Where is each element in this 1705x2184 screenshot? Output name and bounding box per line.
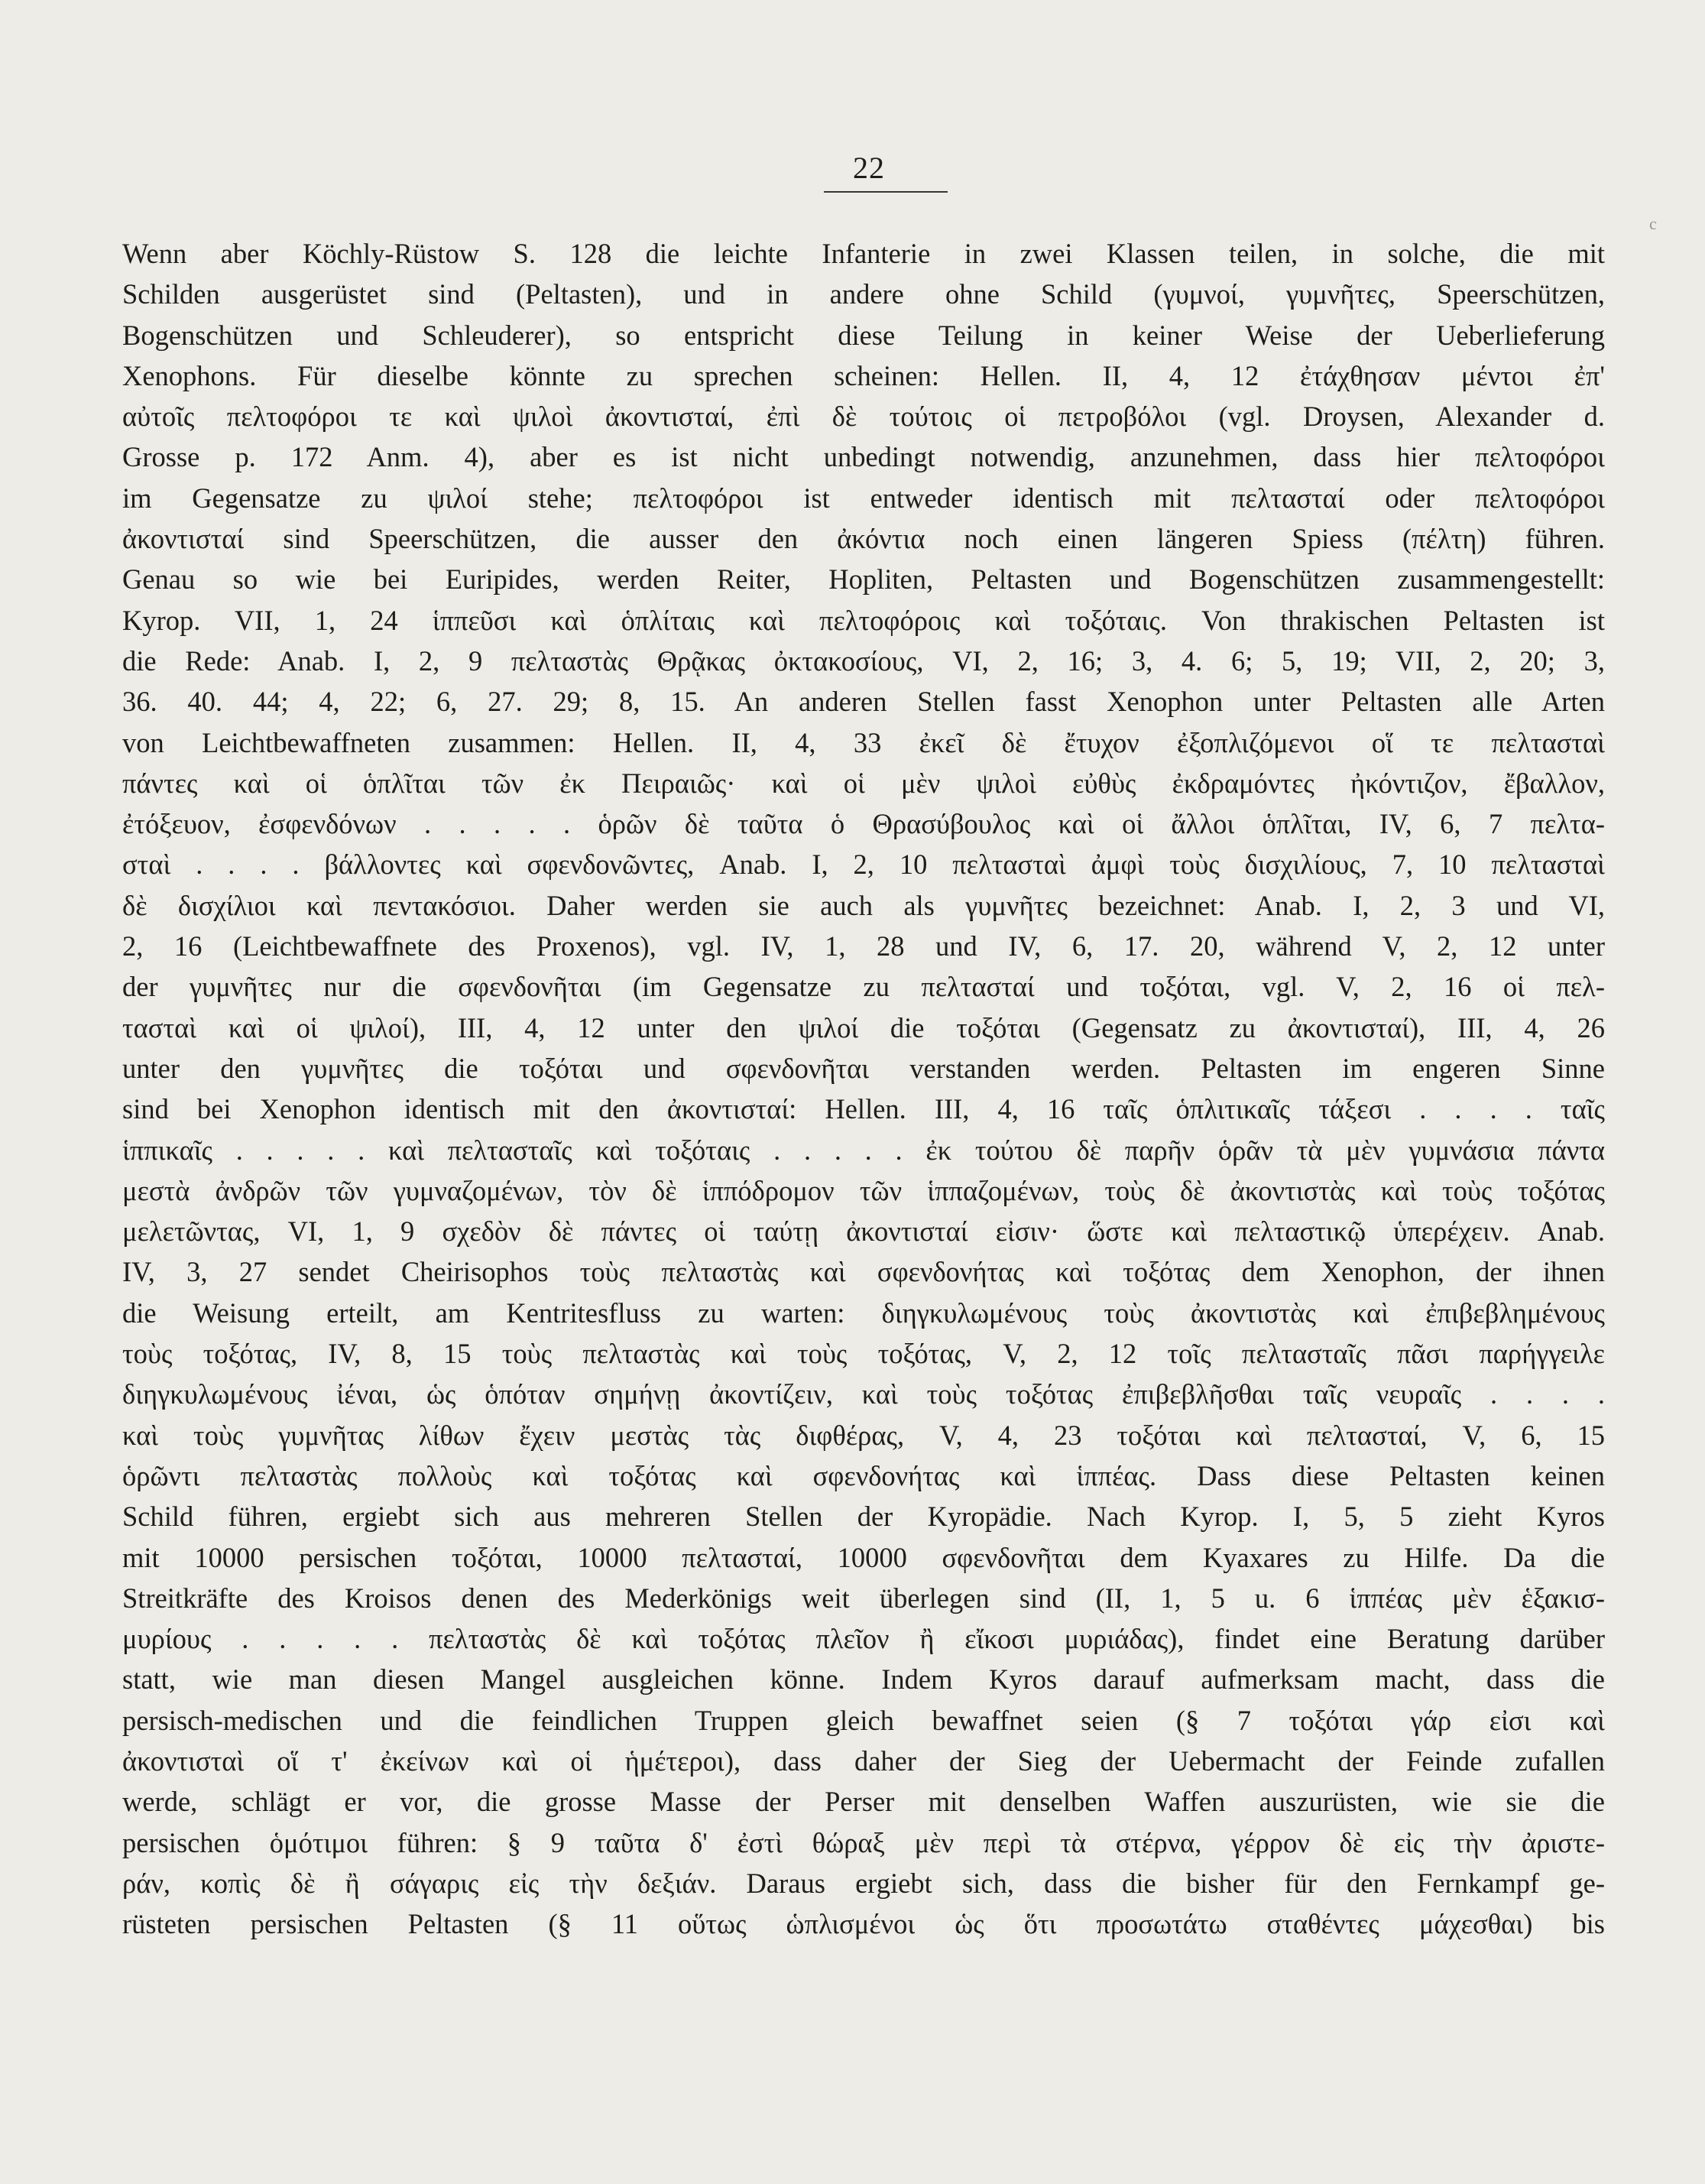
text-line: Xenophons. Für dieselbe könnte zu sprechen scheinen: Hellen. II, 4, 12 ἐτάχθησαν μέντοι ἐπ': [122, 359, 1605, 391]
header-rule: [824, 191, 948, 193]
text-line: Wenn aber Köchly-Rüstow S. 128 die leichte Infanterie in zwei Klassen teilen, in solche, die mit: [122, 238, 1605, 269]
text-line: ὁρῶντι πελταστὰς πολλοὺς καὶ τοξότας καὶ σφενδονήτας καὶ ἱππέας. Dass diese Peltasten keinen: [122, 1459, 1605, 1491]
text-line: mit 10000 persischen τοξόται, 10000 πελτασταί, 10000 σφενδονῆται dem Kyaxares zu Hilfe. Da die: [122, 1541, 1605, 1573]
text-line: unter den γυμνῆτες die τοξόται und σφενδονῆται verstanden werden. Peltasten im engeren Sinne: [122, 1052, 1605, 1084]
text-line: 2, 16 (Leichtbewaffnete des Proxenos), vgl. IV, 1, 28 und IV, 6, 17. 20, während V, 2, 12 unter: [122, 930, 1605, 962]
text-line: δὲ δισχίλιοι καὶ πεντακόσιοι. Daher werden sie auch als γυμνῆτες bezeichnet: Anab. I, 2, 3 und VI,: [122, 889, 1605, 921]
body-text: [122, 233, 1605, 1985]
text-line: die Rede: Anab. I, 2, 9 πελταστὰς Θρᾷκας ὀκτακοσίους, VI, 2, 16; 3, 4. 6; 5, 19; VII, 2, 20; 3,: [122, 644, 1605, 677]
text-line: Schilden ausgerüstet sind (Peltasten), und in andere ohne Schild (γυμνοί, γυμνῆτες, Speerschützen,: [122, 278, 1605, 310]
text-line: 36. 40. 44; 4, 22; 6, 27. 29; 8, 15. An anderen Stellen fasst Xenophon unter Peltasten alle Arten: [122, 686, 1605, 718]
text-line: διηγκυλωμένους ἰέναι, ὡς ὁπόταν σημήνῃ ἀκοντίζειν, καὶ τοὺς τοξότας ἐπιβεβλῆσθαι ταῖς νευραῖς . . . .: [122, 1378, 1605, 1410]
text-line: μυρίους . . . . . πελταστὰς δὲ καὶ τοξότας πλεῖον ἢ εἴκοσι μυριάδας), findet eine Beratung darüber: [122, 1623, 1605, 1655]
text-line: μελετῶντας, VI, 1, 9 σχεδὸν δὲ πάντες οἱ ταύτῃ ἀκοντισταί εἰσιν· ὥστε καὶ πελταστικῷ ὑπερέχειν. Anab.: [122, 1215, 1605, 1248]
text-line: die Weisung erteilt, am Kentritesfluss zu warten: διηγκυλωμένους τοὺς ἀκοντιστὰς καὶ ἐπιβεβλημένους: [122, 1296, 1605, 1329]
text-line: sind bei Xenophon identisch mit den ἀκοντισταί: Hellen. III, 4, 16 ταῖς ὁπλιτικαῖς τάξεσι . . . . ταῖς: [122, 1093, 1605, 1125]
text-line: Schild führen, ergiebt sich aus mehreren Stellen der Kyropädie. Nach Kyrop. I, 5, 5 zieht Kyros: [122, 1501, 1605, 1533]
text-line: αὐτοῖς πελτοφόροι τε καὶ ψιλοὶ ἀκοντισταί, ἐπὶ δὲ τούτοις οἱ πετροβόλοι (vgl. Droysen, Alexander d.: [122, 401, 1605, 433]
text-line: der γυμνῆτες nur die σφενδονῆται (im Gegensatze zu πελτασταί und τοξόται, vgl. V, 2, 16 οἱ πελ-: [122, 971, 1605, 1003]
text-line: ἱππικαῖς . . . . . καὶ πελτασταῖς καὶ τοξόταις . . . . . ἐκ τούτου δὲ παρῆν ὁρᾶν τὰ μὲν γυμνάσια πάντα: [122, 1134, 1605, 1166]
text-line: Grosse p. 172 Anm. 4), aber es ist nicht unbedingt notwendig, anzunehmen, dass hier πελτοφόροι: [122, 441, 1605, 473]
text-line: ἀκοντισταὶ οἵ τ' ἐκείνων καὶ οἱ ἡμέτεροι), dass daher der Sieg der Uebermacht der Feinde zufallen: [122, 1744, 1605, 1777]
text-line: πάντες καὶ οἱ ὁπλῖται τῶν ἐκ Πειραιῶς· καὶ οἱ μὲν ψιλοὶ εὐθὺς ἐκδραμόντες ἠκόντιζον, ἔβαλλον,: [122, 767, 1605, 799]
text-line: im Gegensatze zu ψιλοί stehe; πελτοφόροι ist entweder identisch mit πελτασταί oder πελτοφόροι: [122, 482, 1605, 514]
text-line: τασταὶ καὶ οἱ ψιλοί), III, 4, 12 unter den ψιλοί die τοξόται (Gegensatz zu ἀκοντισταί), III, 4, 26: [122, 1011, 1605, 1043]
text-line: καὶ τοὺς γυμνῆτας λίθων ἔχειν μεστὰς τὰς διφθέρας, V, 4, 23 τοξόται καὶ πελτασταί, V, 6, 15: [122, 1419, 1605, 1451]
text-line: σταὶ . . . . βάλλοντες καὶ σφενδονῶντες, Anab. I, 2, 10 πελτασταὶ ἀμφὶ τοὺς δισχιλίους, 7, 10 πελτασταὶ: [122, 849, 1605, 881]
text-line: statt, wie man diesen Mangel ausgleichen könne. Indem Kyros darauf aufmerksam macht, dass die: [122, 1663, 1605, 1696]
text-line: von Leichtbewaffneten zusammen: Hellen. II, 4, 33 ἐκεῖ δὲ ἔτυχον ἐξοπλιζόμενοι οἵ τε πελτασταὶ: [122, 726, 1605, 758]
text-line: ἐτόξευον, ἐσφενδόνων . . . . . ὁρῶν δὲ ταῦτα ὁ Θρασύβουλος καὶ οἱ ἄλλοι ὁπλῖται, IV, 6, 7 πελτα-: [122, 808, 1605, 840]
text-line: werde, schlägt er vor, die grosse Masse der Perser mit denselben Waffen auszurüsten, wie sie die: [122, 1786, 1605, 1818]
text-line: rüsteten persischen Peltasten (§ 11 οὕτως ὡπλισμένοι ὡς ὅτι προσωτάτω σταθέντες μάχεσθαι) bis: [122, 1908, 1605, 1940]
page-number: 22: [853, 151, 885, 185]
text-line: persischen ὁμότιμοι führen: § 9 ταῦτα δ' ἐστὶ θώραξ μὲν περὶ τὰ στέρνα, γέρρον δὲ εἰς τὴν ἀριστε-: [122, 1826, 1605, 1858]
text-line: τοὺς τοξότας, IV, 8, 15 τοὺς πελταστὰς καὶ τοὺς τοξότας, V, 2, 12 τοῖς πελτασταῖς πᾶσι παρήγγειλε: [122, 1338, 1605, 1370]
text-line: Bogenschützen und Schleuderer), so entspricht diese Teilung in keiner Weise der Ueberlieferung: [122, 319, 1605, 351]
text-line: IV, 3, 27 sendet Cheirisophos τοὺς πελταστὰς καὶ σφενδονήτας καὶ τοξότας dem Xenophon, der ihnen: [122, 1256, 1605, 1288]
text-line: Streitkräfte des Kroisos denen des Mederkönigs weit überlegen sind (II, 1, 5 u. 6 ἱππέας μὲν ἑξακισ-: [122, 1582, 1605, 1614]
text-line: Genau so wie bei Euripides, werden Reiter, Hopliten, Peltasten und Bogenschützen zusammengestellt:: [122, 563, 1605, 595]
margin-mark: c: [1649, 214, 1657, 233]
text-line: ἀκοντισταί sind Speerschützen, die ausser den ἀκόντια noch einen längeren Spiess (πέλτη) führen.: [122, 523, 1605, 555]
text-line: [122, 1944, 1605, 1984]
text-line: ράν, κοπὶς δὲ ἢ σάγαρις εἰς τὴν δεξιάν. Daraus ergiebt sich, dass die bisher für den Fernkampf ge-: [122, 1867, 1605, 1899]
text-line: Kyrop. VII, 1, 24 ἱππεῦσι καὶ ὁπλίταις καὶ πελτοφόροις καὶ τοξόταις. Von thrakischen Peltasten ist: [122, 604, 1605, 636]
text-line: persisch-medischen und die feindlichen Truppen gleich bewaffnet seien (§ 7 τοξόται γάρ εἰσι καὶ: [122, 1704, 1605, 1736]
text-line: μεστὰ ἀνδρῶν τῶν γυμναζομένων, τὸν δὲ ἱππόδρομον τῶν ἱππαζομένων, τοὺς δὲ ἀκοντιστὰς καὶ τοὺς τοξότας: [122, 1174, 1605, 1206]
